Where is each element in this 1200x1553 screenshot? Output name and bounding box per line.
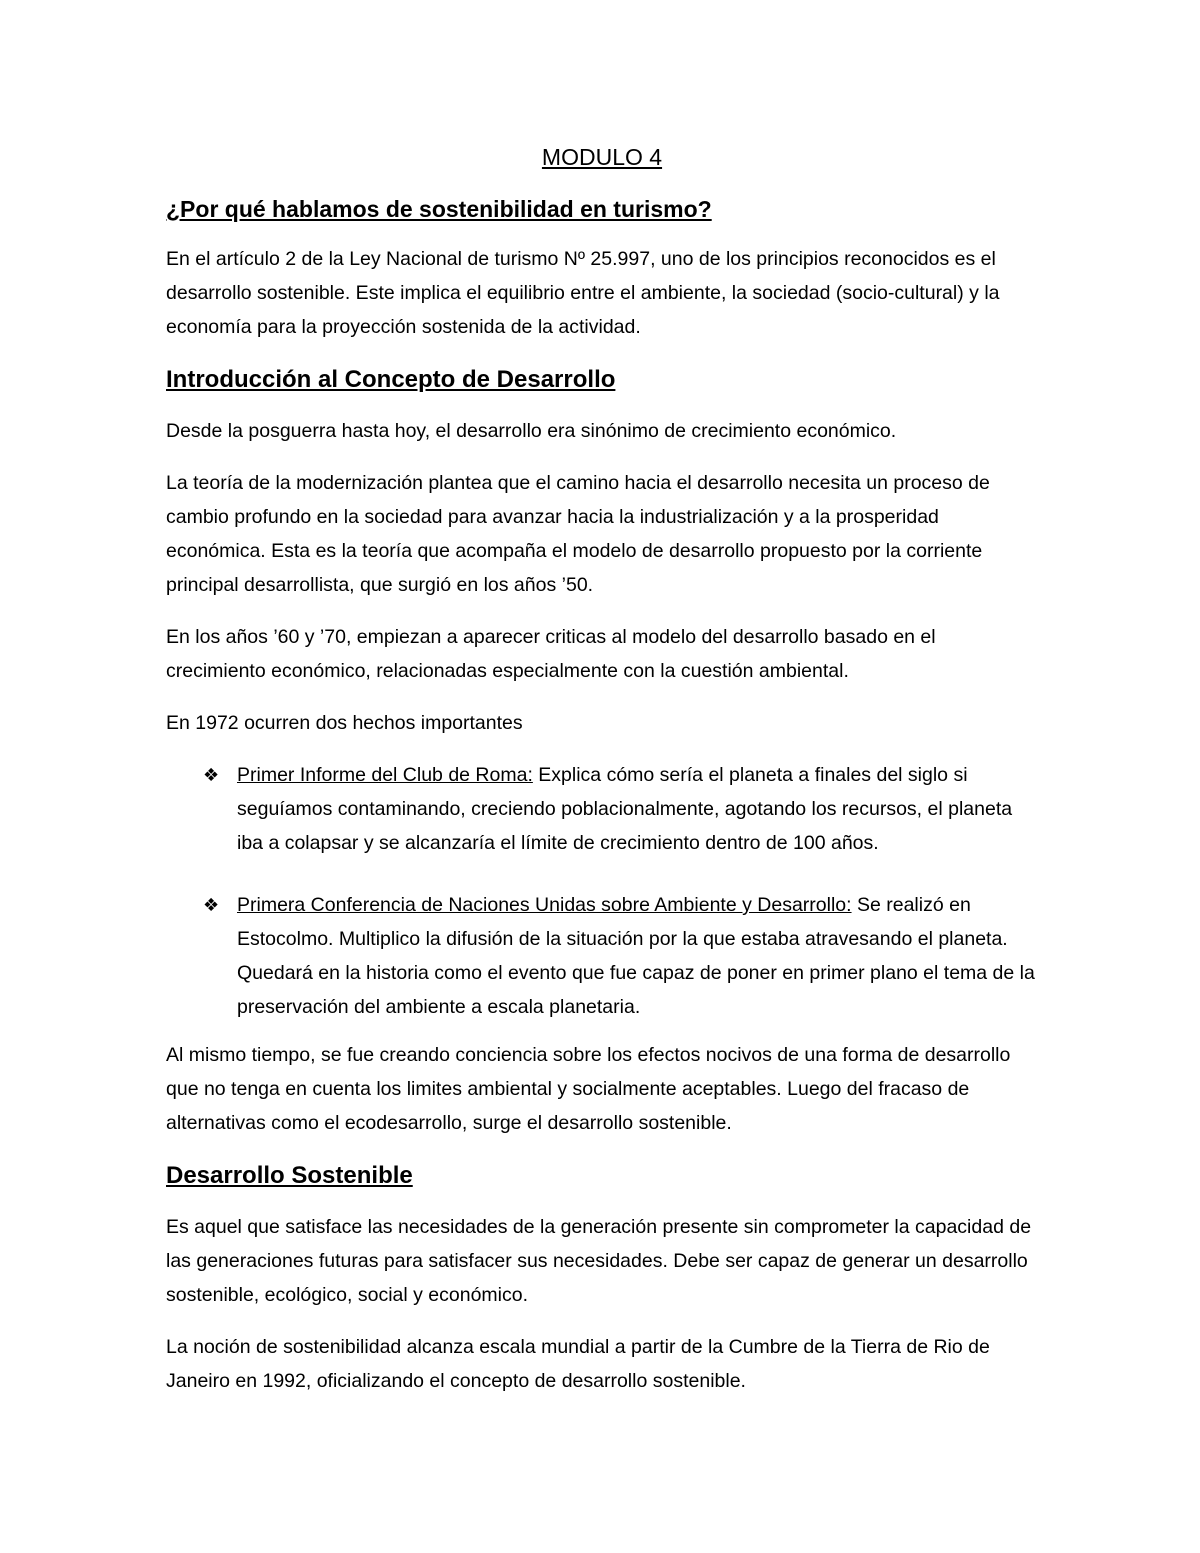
paragraph-modernizacion: La teoría de la modernización plantea que el camino hacia el desarrollo necesita un proceso de cambio profundo en la sociedad para avanzar hacia la industrialización y a la prosperidad económica. Esta es la teoría que acompaña el modelo de desarrollo propuesto por la corriente principal desarrollista, que surgió en los años ’50.	[166, 472, 990, 596]
events-bullet-list	[166, 758, 1038, 1024]
paragraph-1972: En 1972 ocurren dos hechos importantes	[166, 712, 523, 734]
bullet-item-conferencia-onu	[166, 888, 1038, 1024]
bullet-term: Primer Informe del Club de Roma:	[237, 764, 533, 786]
intro-paragraph: En el artículo 2 de la Ley Nacional de turismo Nº 25.997, uno de los principios reconocidos es el desarrollo sostenible. Este implica el equilibrio entre el ambiente, la sociedad (socio-cultural) y la economía para la proyección sostenida de la actividad.	[166, 248, 1000, 338]
paragraph-posguerra: Desde la posguerra hasta hoy, el desarrollo era sinónimo de crecimiento económico.	[166, 420, 897, 442]
document-title: MODULO 4	[541, 144, 663, 170]
paragraph-cumbre-tierra: La noción de sostenibilidad alcanza escala mundial a partir de la Cumbre de la Tierra de Rio de Janeiro en 1992, oficializando el concepto de desarrollo sostenible.	[166, 1336, 990, 1392]
bullet-text: Se realizó en Estocolmo. Multiplico la difusión de la situación por la que estaba atravesando el planeta. Quedará en la historia como el evento que fue capaz de poner en primer plano el tema de la preservación del ambiente a escala planetaria.	[237, 894, 1035, 1018]
four-diamond-bullet-icon: ❖	[203, 765, 220, 785]
bullet-text: Explica cómo sería el planeta a finales del siglo si seguíamos contaminando, creciendo poblacionalmente, agotando los recursos, el planeta iba a colapsar y se alcanzaría el límite de crecimiento dentro de 100 años.	[237, 764, 1013, 854]
paragraph-conciencia: Al mismo tiempo, se fue creando conciencia sobre los efectos nocivos de una forma de desarrollo que no tenga en cuenta los limites ambiental y socialmente aceptables. Luego del fracaso de alternativas como el ecodesarrollo, surge el desarrollo sostenible.	[166, 1044, 1011, 1134]
document-page	[166, 140, 1038, 1416]
section-heading-introduccion: Introducción al Concepto de Desarrollo	[166, 366, 616, 393]
section-heading-desarrollo-sostenible: Desarrollo Sostenible	[166, 1162, 413, 1189]
four-diamond-bullet-icon: ❖	[203, 895, 220, 915]
bullet-term: Primera Conferencia de Naciones Unidas sobre Ambiente y Desarrollo:	[237, 894, 852, 916]
paragraph-definicion: Es aquel que satisface las necesidades de la generación presente sin comprometer la capacidad de las generaciones futuras para satisfacer sus necesidades. Debe ser capaz de generar un desarrollo sostenible, ecológico, social y económico.	[166, 1216, 1032, 1306]
question-heading: ¿Por qué hablamos de sostenibilidad en turismo?	[166, 196, 712, 222]
bullet-item-club-de-roma	[166, 758, 1038, 860]
paragraph-criticas: En los años ’60 y ’70, empiezan a aparecer criticas al modelo del desarrollo basado en el crecimiento económico, relacionadas especialmente con la cuestión ambiental.	[166, 626, 936, 682]
